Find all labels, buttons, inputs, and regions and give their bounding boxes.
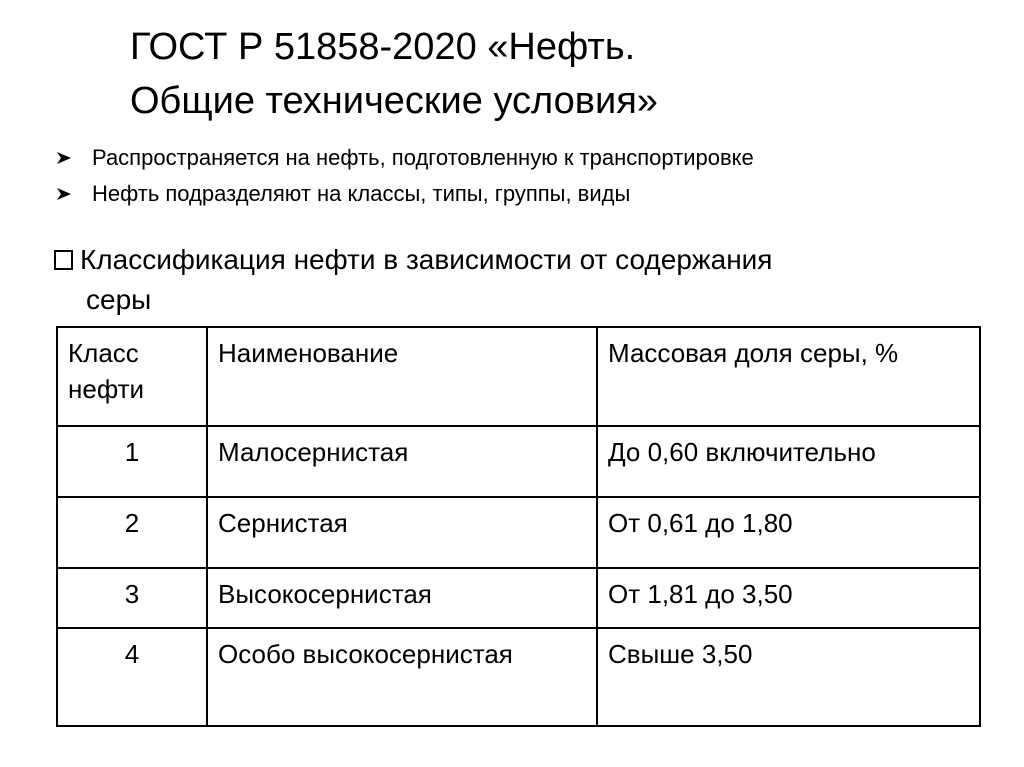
cell-name: Сернистая: [207, 497, 597, 568]
slide-title-line-2: Общие технические условия»: [130, 80, 658, 122]
bullet-text: Нефть подразделяют на классы, типы, группы, виды: [92, 181, 631, 206]
cell-class: 3: [57, 568, 207, 628]
cell-sulfur-fraction: От 1,81 до 3,50: [597, 568, 980, 628]
column-header-name: Наименование: [207, 327, 597, 426]
bullet-item: [56, 176, 996, 212]
square-bullet-icon: [54, 250, 73, 270]
sulfur-classification-table: [56, 326, 981, 727]
table-row: [57, 426, 980, 497]
bullet-item: [56, 140, 996, 176]
column-header-class: Класс нефти: [57, 327, 207, 426]
section-heading-line-1: Классификация нефти в зависимости от содержания: [80, 244, 773, 275]
cell-name: Высокосернистая: [207, 568, 597, 628]
slide-title-line-1: ГОСТ Р 51858-2020 «Нефть.: [130, 26, 636, 68]
table-row: [57, 628, 980, 726]
cell-sulfur-fraction: До 0,60 включительно: [597, 426, 980, 497]
cell-name: Особо высокосернистая: [207, 628, 597, 726]
section-heading: [54, 240, 984, 320]
table-row: [57, 497, 980, 568]
cell-sulfur-fraction: Свыше 3,50: [597, 628, 980, 726]
cell-class: 1: [57, 426, 207, 497]
cell-name: Малосернистая: [207, 426, 597, 497]
column-header-sulfur-fraction: Массовая доля серы, %: [597, 327, 980, 426]
arrow-bullet-icon: [56, 151, 72, 165]
cell-class: 4: [57, 628, 207, 726]
table-header-row: [57, 327, 980, 426]
table-row: [57, 568, 980, 628]
slide-title: [130, 20, 990, 128]
bullet-list: [56, 140, 996, 212]
section-heading-line-2: серы: [86, 284, 152, 315]
bullet-text: Распространяется на нефть, подготовленную к транспортировке: [92, 145, 754, 170]
cell-sulfur-fraction: От 0,61 до 1,80: [597, 497, 980, 568]
cell-class: 2: [57, 497, 207, 568]
arrow-bullet-icon: [56, 187, 72, 201]
